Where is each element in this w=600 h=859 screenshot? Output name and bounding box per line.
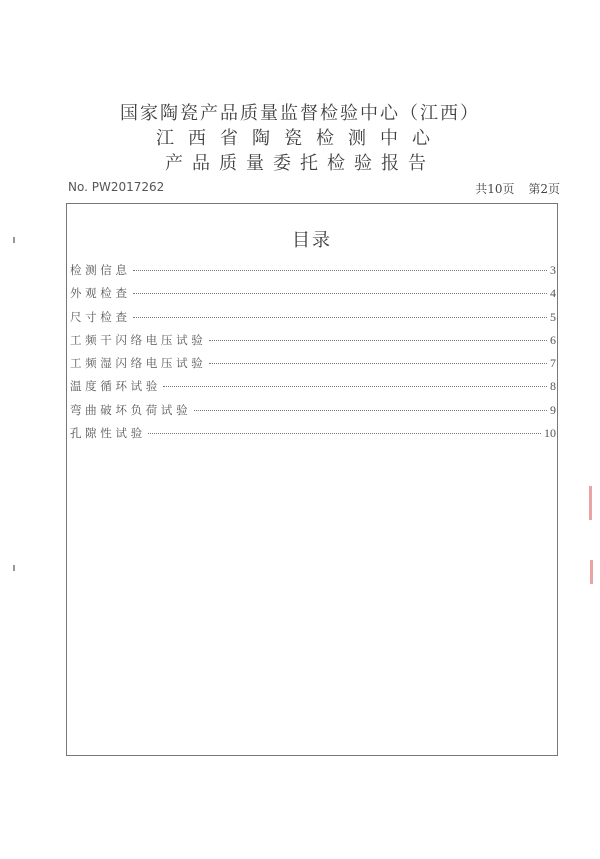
toc-item[interactable] [70, 378, 556, 401]
toc-leader-dots [209, 340, 547, 341]
toc-item-label: 尺 寸 检 查 [70, 309, 127, 324]
toc-item-label: 温 度 循 环 试 验 [70, 379, 158, 394]
toc-title: 目录 [292, 230, 332, 251]
toc-leader-dots [133, 293, 547, 294]
toc-item[interactable] [70, 402, 556, 425]
toc-item-label: 工 频 干 闪 络 电 压 试 验 [70, 332, 203, 347]
toc-item[interactable] [70, 425, 556, 448]
toc-item[interactable] [70, 332, 556, 355]
header-center-name: 国家陶瓷产品质量监督检验中心（江西） [120, 103, 480, 124]
toc-item-page: 5 [550, 309, 556, 324]
toc-item-label: 孔 隙 性 试 验 [70, 426, 143, 441]
toc-item-page: 10 [544, 426, 556, 441]
binding-mark [13, 237, 15, 243]
page-current: 第2页 [528, 182, 560, 196]
report-title: 产品质量委托检验报告 [165, 153, 435, 174]
binding-mark [13, 565, 15, 571]
toc-item-page: 8 [550, 379, 556, 394]
toc-item-page: 9 [550, 402, 556, 417]
toc-item[interactable] [70, 355, 556, 378]
header-center-subname: 江西省陶瓷检测中心 [156, 128, 444, 149]
toc-item-page: 4 [550, 286, 556, 301]
page-total: 共10页 [475, 182, 515, 196]
toc-leader-dots [209, 363, 547, 364]
toc-leader-dots [163, 386, 547, 387]
toc-item-page: 3 [550, 263, 556, 277]
toc-item-label: 弯 曲 破 坏 负 荷 试 验 [70, 402, 188, 417]
report-number: No. PW2017262 [68, 180, 165, 194]
toc-item[interactable] [70, 285, 556, 308]
toc-leader-dots [133, 317, 547, 318]
toc-leader-dots [133, 270, 547, 271]
toc-list [70, 262, 556, 448]
toc-leader-dots [148, 433, 541, 434]
toc-item[interactable] [70, 262, 556, 285]
toc-item-label: 工 频 湿 闪 络 电 压 试 验 [70, 356, 203, 371]
seal-edge-mark [589, 486, 592, 520]
page-info [465, 180, 560, 197]
toc-item-page: 7 [550, 356, 556, 371]
toc-item-label: 外 观 检 查 [70, 286, 127, 301]
toc-item-label: 检 测 信 息 [70, 263, 127, 277]
toc-item-page: 6 [550, 332, 556, 347]
toc-item[interactable] [70, 309, 556, 332]
seal-edge-mark [590, 560, 593, 584]
toc-leader-dots [194, 410, 547, 411]
toc-frame [66, 203, 558, 756]
